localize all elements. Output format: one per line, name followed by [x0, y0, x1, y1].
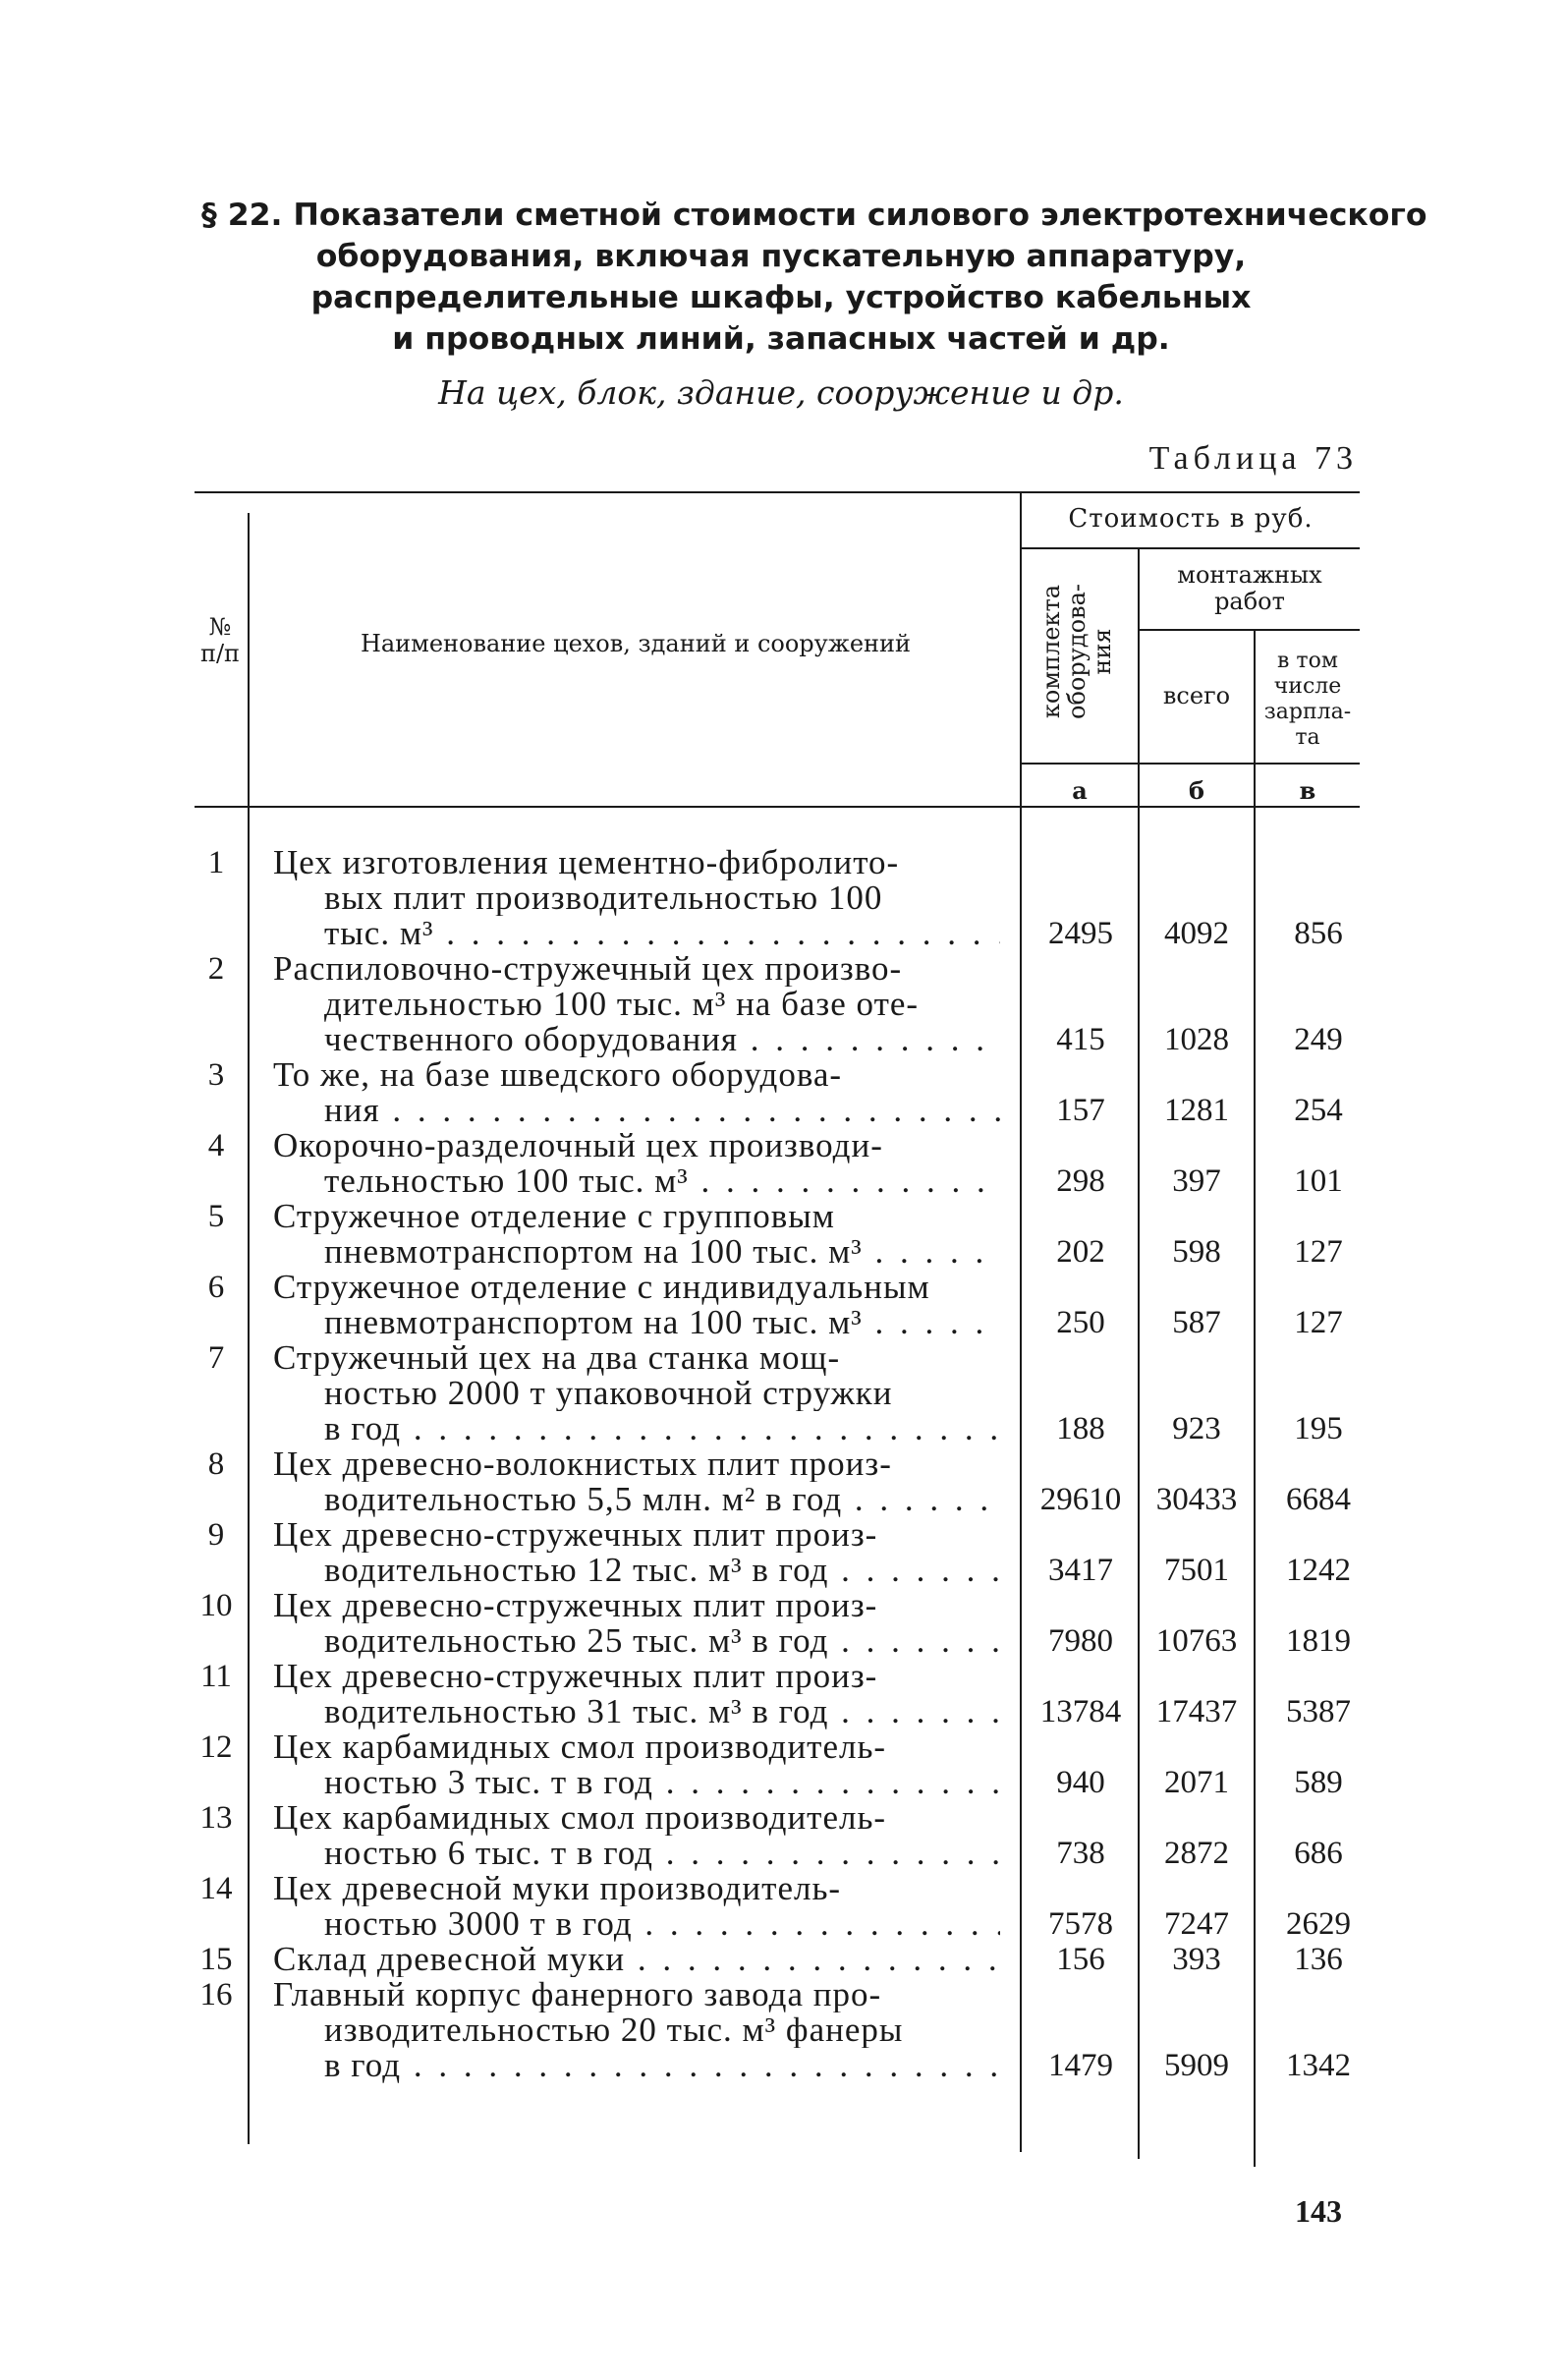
heading-line-2: оборудования, включая пускательную аппаратуру,	[315, 239, 1247, 274]
row-name-line: То же, на базе шведского оборудова-	[273, 1057, 843, 1093]
header-equipment-line-1: комплекта	[1037, 584, 1065, 719]
row-name-line: изводительностью 20 тыс. м³ фанеры	[324, 2012, 904, 2048]
row-name	[273, 1057, 1000, 1128]
row-name-line: ния . . .	[273, 1093, 1000, 1128]
row-name	[273, 1340, 1000, 1446]
row-number: 13	[199, 1800, 233, 1836]
cost-wages: 1342	[1286, 2048, 1351, 2083]
column-letter-b: б	[1188, 776, 1204, 805]
header-installation-line-1: монтажных	[1177, 561, 1322, 589]
cost-wages: 254	[1294, 1093, 1343, 1128]
header-name: Наименование цехов, зданий и сооружений	[360, 630, 912, 657]
row-number: 15	[199, 1942, 233, 1977]
cost-installation-total: 17437	[1155, 1694, 1238, 1729]
cost-installation-total: 397	[1172, 1163, 1221, 1199]
row-number: 7	[207, 1340, 225, 1376]
header-equipment	[1038, 568, 1123, 735]
row-name	[273, 845, 1000, 951]
row-name-line: чественного оборудования . . .	[273, 1022, 1000, 1057]
row-number: 14	[199, 1871, 233, 1906]
row-name-line: дительностью 100 тыс. м³ на базе оте-	[324, 987, 920, 1022]
cost-installation-total: 4092	[1164, 916, 1229, 951]
row-number: 10	[199, 1588, 233, 1623]
cost-equipment: 202	[1056, 1234, 1105, 1270]
row-name-line: в год . . .	[273, 2048, 1000, 2083]
num-column-rule	[248, 513, 250, 2144]
cost-equipment: 29610	[1039, 1482, 1122, 1517]
heading-line-4: и проводных линий, запасных частей и др.	[392, 321, 1170, 357]
cost-installation-total: 5909	[1164, 2048, 1229, 2083]
row-name-line: Цех карбамидных смол производитель-	[273, 1800, 887, 1836]
row-number: 1	[207, 845, 225, 880]
row-name	[273, 951, 1000, 1057]
row-name-line: Распиловочно-стружечный цех произво-	[273, 951, 903, 987]
row-name-line: Склад древесной муки . . .	[273, 1942, 1000, 1977]
row-name	[273, 1871, 1000, 1942]
header-installation	[1140, 562, 1360, 615]
cost-installation-total: 923	[1172, 1411, 1221, 1446]
header-wages-line-3: зарпла-	[1263, 700, 1352, 724]
table-top-rule	[195, 491, 1360, 493]
row-name	[273, 1128, 1000, 1199]
header-total: всего	[1162, 682, 1231, 709]
row-name	[273, 1270, 1000, 1340]
cost-equipment: 7980	[1048, 1623, 1113, 1659]
cost-wages: 5387	[1286, 1694, 1351, 1729]
row-name	[273, 1977, 1000, 2083]
cost-wages: 101	[1294, 1163, 1343, 1199]
row-number: 5	[207, 1199, 225, 1234]
row-number: 2	[207, 951, 225, 987]
letters-bottom-rule	[195, 806, 1360, 808]
cost-equipment: 2495	[1048, 916, 1113, 951]
row-name-line: пневмотранспортом на 100 тыс. м³ . . .	[273, 1234, 1000, 1270]
cost-equipment: 7578	[1048, 1906, 1113, 1942]
header-wages-line-4: та	[1295, 725, 1320, 750]
row-name-line: Цех древесно-стружечных плит произ-	[273, 1659, 878, 1694]
heading-line-1: § 22. Показатели сметной стоимости силового электротехнического	[201, 198, 1427, 233]
cost-wages: 686	[1294, 1836, 1343, 1871]
row-name-line: Цех древесно-волокнистых плит произ-	[273, 1446, 892, 1482]
header-wages	[1256, 649, 1360, 751]
cost-equipment: 3417	[1048, 1553, 1113, 1588]
row-name-line: водительностью 25 тыс. м³ в год . . .	[273, 1623, 1000, 1659]
row-name-line: Стружечное отделение с индивидуальным	[273, 1270, 930, 1305]
row-name-line: Цех древесной муки производитель-	[273, 1871, 842, 1906]
cost-wages: 127	[1294, 1234, 1343, 1270]
cost-equipment: 415	[1056, 1022, 1105, 1057]
header-installation-line-2: работ	[1214, 588, 1285, 615]
cost-equipment: 13784	[1039, 1694, 1122, 1729]
cost-equipment: 940	[1056, 1765, 1105, 1800]
column-letter-c: в	[1299, 776, 1316, 805]
column-letter-a: а	[1072, 776, 1088, 805]
page-number: 143	[1295, 2193, 1342, 2229]
cost-installation-total: 2071	[1164, 1765, 1229, 1800]
cost-equipment: 156	[1056, 1942, 1105, 1977]
header-num-sign: №	[208, 613, 232, 641]
row-number: 3	[207, 1057, 225, 1093]
table-label: Таблица 73	[1148, 440, 1358, 477]
row-name	[273, 1800, 1000, 1871]
cost-wages: 1242	[1286, 1553, 1351, 1588]
row-number: 11	[200, 1659, 232, 1694]
cost-installation-total: 2872	[1164, 1836, 1229, 1871]
header-num	[193, 614, 248, 667]
cost-installation-total: 30433	[1155, 1482, 1238, 1517]
row-name-line: Цех карбамидных смол производитель-	[273, 1729, 887, 1765]
row-name-line: в год . . .	[273, 1411, 1000, 1446]
row-name	[273, 1942, 1000, 1977]
row-name-line: ностью 3000 т в год . . .	[273, 1906, 1000, 1942]
cost-equipment: 188	[1056, 1411, 1105, 1446]
row-name	[273, 1659, 1000, 1729]
row-name-line: водительностью 12 тыс. м³ в год . . .	[273, 1553, 1000, 1588]
row-number: 9	[207, 1517, 225, 1553]
row-name	[273, 1446, 1000, 1517]
row-number: 6	[207, 1270, 225, 1305]
cost-installation-total: 393	[1172, 1942, 1221, 1977]
row-number: 16	[199, 1977, 233, 2012]
row-number: 8	[207, 1446, 225, 1482]
row-number: 4	[207, 1128, 225, 1163]
cost-equipment: 738	[1056, 1836, 1105, 1871]
section-heading	[201, 195, 1427, 360]
cost-installation-total: 10763	[1155, 1623, 1238, 1659]
cost-installation-total: 7501	[1164, 1553, 1229, 1588]
row-name	[273, 1729, 1000, 1800]
row-name-line: Цех древесно-стружечных плит произ-	[273, 1588, 878, 1623]
heading-line-3: распределительные шкафы, устройство кабельных	[310, 280, 1252, 315]
cost-wages: 127	[1294, 1305, 1343, 1340]
row-name-line: Главный корпус фанерного завода про-	[273, 1977, 882, 2012]
row-name-line: тельностью 100 тыс. м³ . . .	[273, 1163, 1000, 1199]
cost-equipment: 298	[1056, 1163, 1105, 1199]
installation-header-rule	[1138, 629, 1360, 631]
cost-equipment: 1479	[1048, 2048, 1113, 2083]
row-name-line: вых плит производительностью 100	[324, 880, 883, 916]
cost-wages: 136	[1294, 1942, 1343, 1977]
row-name-line: Стружечный цех на два станка мощ-	[273, 1340, 841, 1376]
cost-header-rule	[1020, 547, 1360, 549]
cost-equipment: 250	[1056, 1305, 1105, 1340]
cost-wages: 249	[1294, 1022, 1343, 1057]
cost-installation-total: 7247	[1164, 1906, 1229, 1942]
row-name-line: водительностью 5,5 млн. м² в год . . .	[273, 1482, 1000, 1517]
cost-installation-total: 598	[1172, 1234, 1221, 1270]
header-cost: Стоимость в руб.	[1068, 504, 1314, 534]
header-equipment-line-3: ния	[1089, 628, 1116, 675]
row-name-line: водительностью 31 тыс. м³ в год . . .	[273, 1694, 1000, 1729]
row-name	[273, 1588, 1000, 1659]
row-name-line: ностью 6 тыс. т в год . . .	[273, 1836, 1000, 1871]
header-wages-line-1: в том	[1277, 649, 1338, 673]
row-name-line: Окорочно-разделочный цех производи-	[273, 1128, 883, 1163]
cost-installation-total: 587	[1172, 1305, 1221, 1340]
cost-wages: 856	[1294, 916, 1343, 951]
header-equipment-line-2: оборудова-	[1063, 584, 1091, 719]
subtitle: На цех, блок, здание, сооружение и др.	[438, 373, 1124, 412]
row-name-line: Цех изготовления цементно-фибролито-	[273, 845, 900, 880]
row-name-line: пневмотранспортом на 100 тыс. м³ . . .	[273, 1305, 1000, 1340]
row-name	[273, 1517, 1000, 1588]
row-name-line: ностью 2000 т упаковочной стружки	[324, 1376, 893, 1411]
cost-wages: 589	[1294, 1765, 1343, 1800]
cost-wages: 2629	[1286, 1906, 1351, 1942]
row-name-line: Цех древесно-стружечных плит произ-	[273, 1517, 878, 1553]
row-name	[273, 1199, 1000, 1270]
cost-installation-total: 1281	[1164, 1093, 1229, 1128]
cost-wages: 195	[1294, 1411, 1343, 1446]
header-num-label: п/п	[199, 640, 241, 667]
row-name-line: ностью 3 тыс. т в год . . .	[273, 1765, 1000, 1800]
cost-installation-total: 1028	[1164, 1022, 1229, 1057]
row-name-line: Стружечное отделение с групповым	[273, 1199, 835, 1234]
cost-wages: 6684	[1286, 1482, 1351, 1517]
row-number: 12	[199, 1729, 233, 1765]
header-wages-line-2: числе	[1273, 674, 1342, 699]
header-bottom-rule	[1020, 763, 1360, 765]
row-name-line: тыс. м³ . . .	[273, 916, 1000, 951]
cost-equipment: 157	[1056, 1093, 1105, 1128]
cost-wages: 1819	[1286, 1623, 1351, 1659]
